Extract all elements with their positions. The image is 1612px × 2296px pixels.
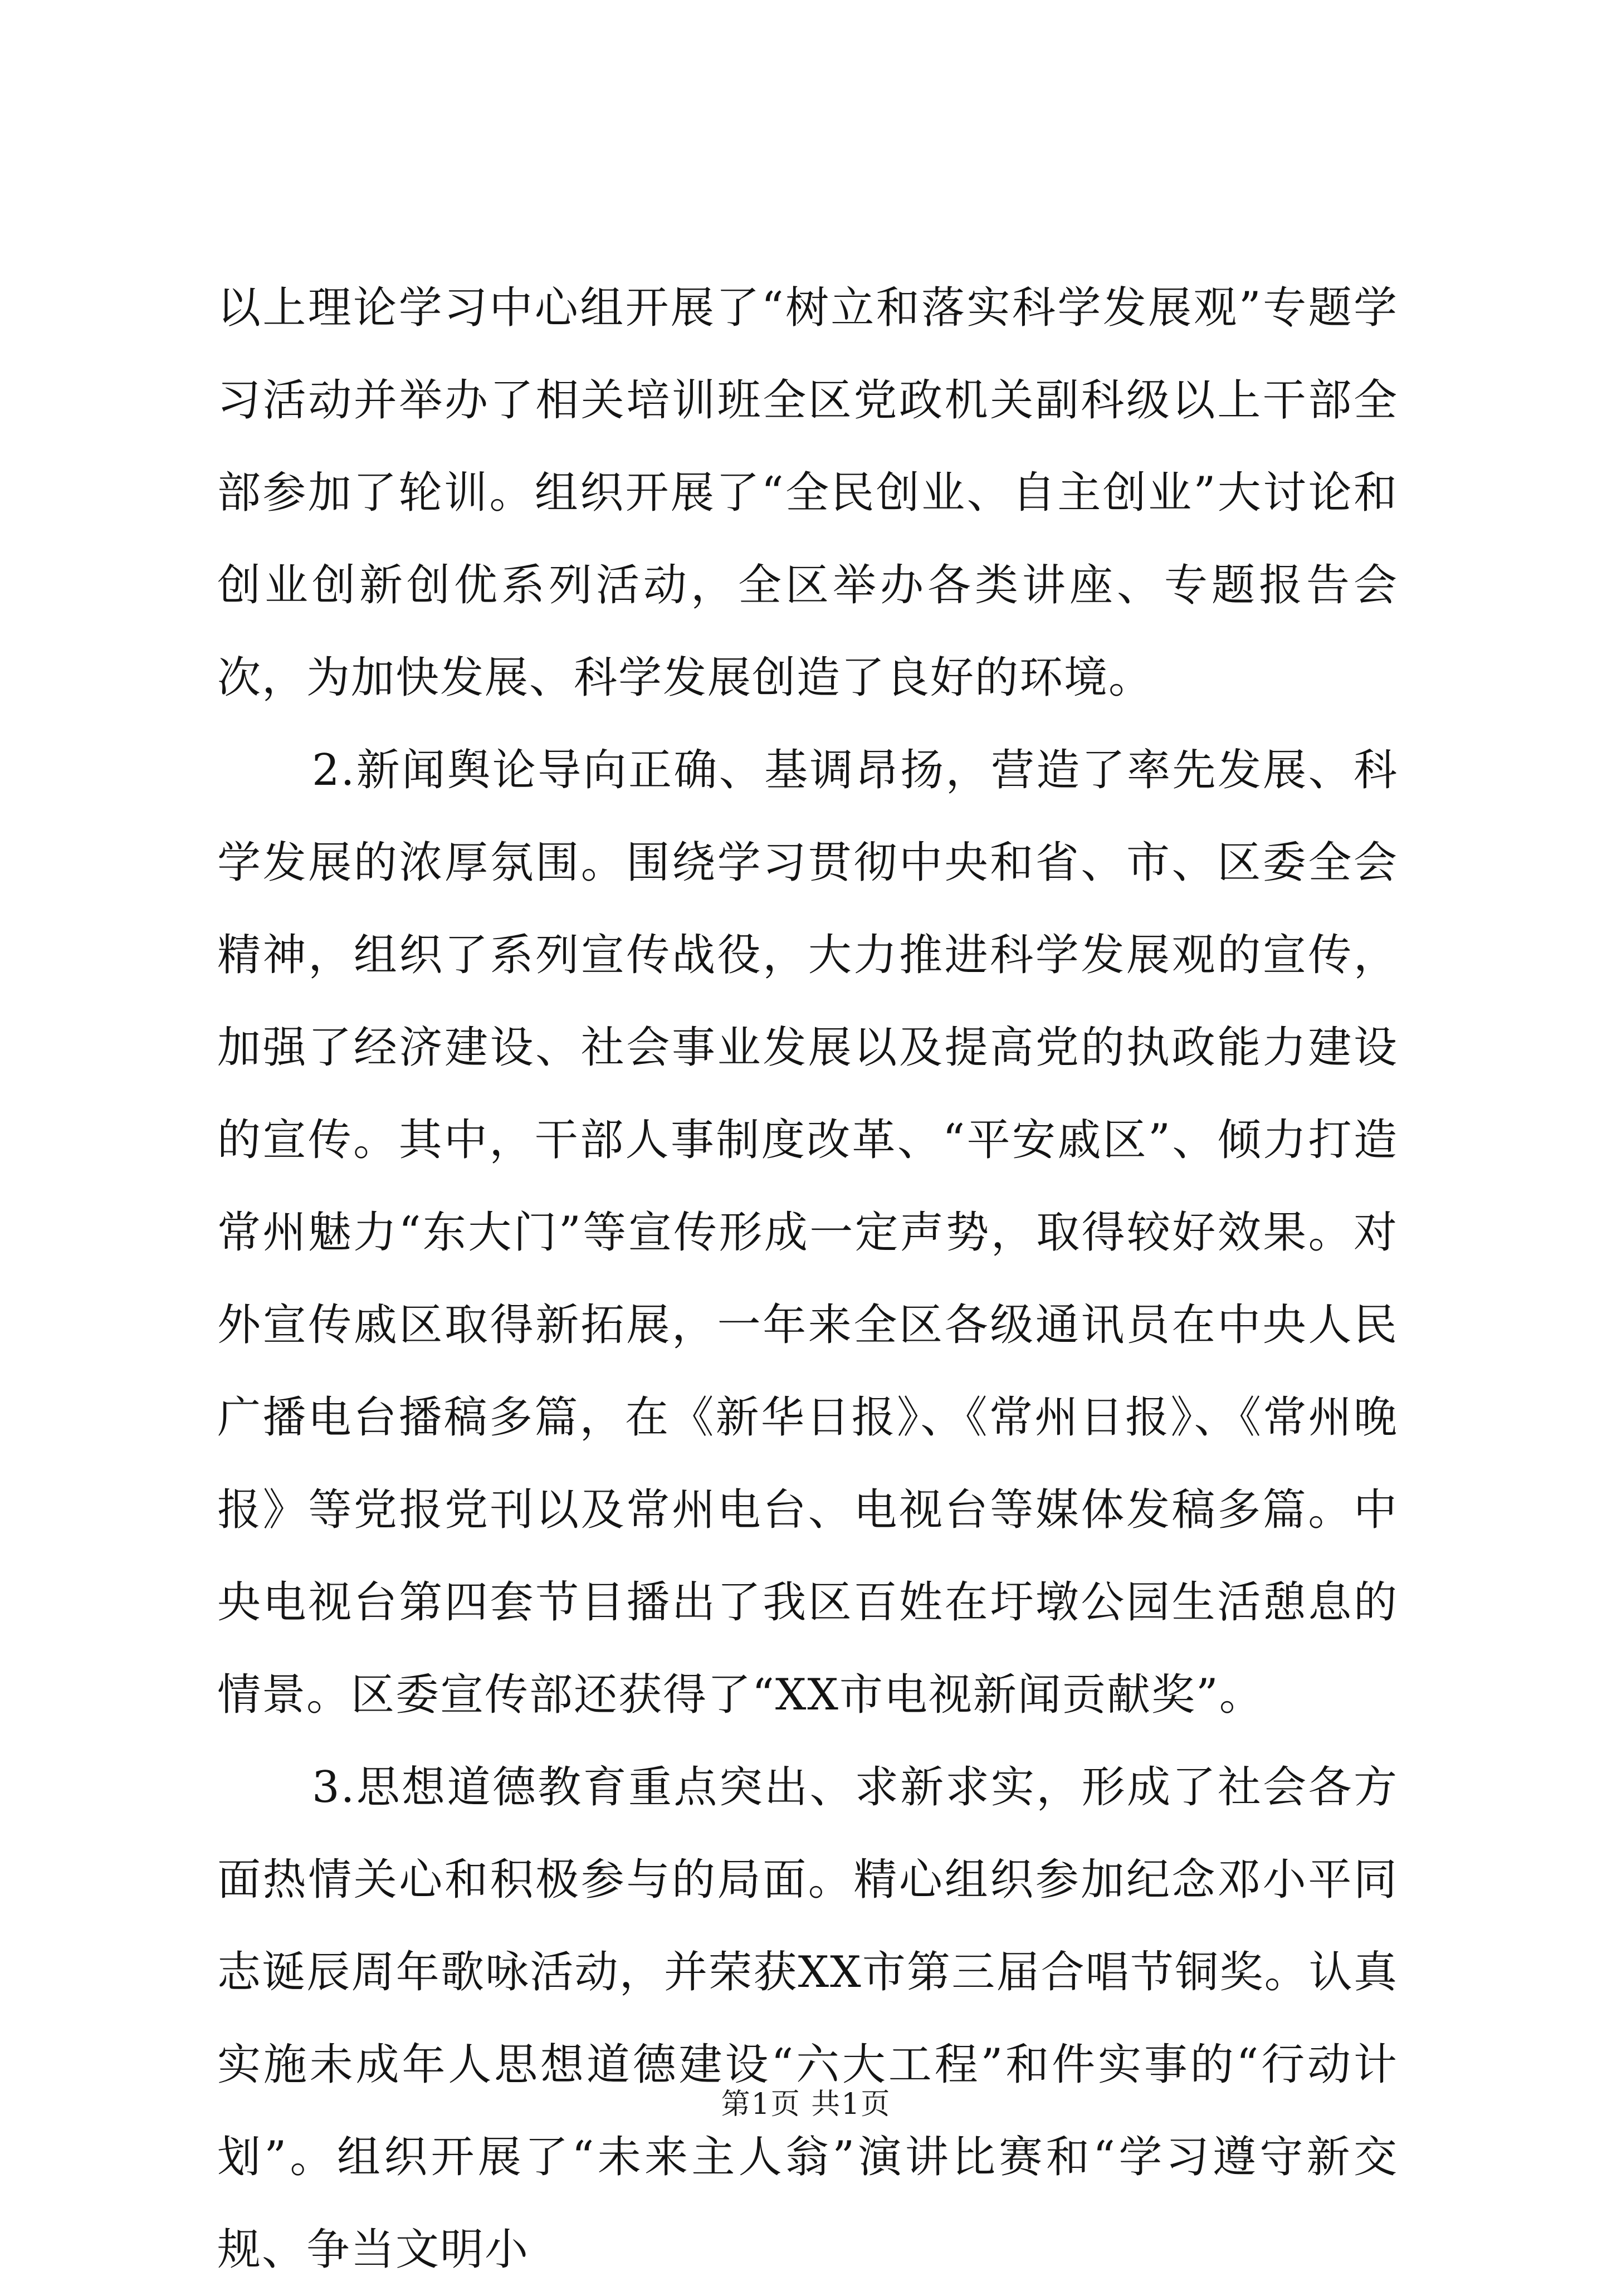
paragraph-moral-education: 3.思想道德教育重点突出、求新求实，形成了社会各方面热情关心和积极参与的局面。精心组织参加纪念邓小平同志诞辰周年歌咏活动，并荣获XX市第三届合唱节铜奖。认真实施未成年人思想道德建设“六大工程”和件实事的“行动计划”。组织开展了“未来主人翁”演讲比赛和“学习遵守新交规、争当文明小 [217,1762,1398,2275]
page-footer: 第1页 共1页 [721,2088,891,2121]
paragraph-news-opinion: 2.新闻舆论导向正确、基调昂扬，营造了率先发展、科学发展的浓厚氛围。围绕学习贯彻中央和省、市、区委全会精神，组织了系列宣传战役，大力推进科学发展观的宣传，加强了经济建设、社会事业发展以及提高党的执政能力建设的宣传。其中，干部人事制度改革、“平安戚区”、倾力打造常州魅力“东大门”等宣传形成一定声势，取得较好效果。对外宣传戚区取得新拓展，一年来全区各级通讯员在中央人民广播电台播稿多篇，在《新华日报》、《常州日报》、《常州晚报》等党报党刊以及常州电台、电视台等媒体发稿多篇。中央电视台第四套节目播出了我区百姓在圩墩公园生活憩息的情景。区委宣传部还获得了“XX市电视新闻贡献奖”。 [217,745,1398,1720]
document-body [217,262,1398,2296]
paragraph-continuation: 以上理论学习中心组开展了“树立和落实科学发展观”专题学习活动并举办了相关培训班全区党政机关副科级以上干部全部参加了轮训。组织开展了“全民创业、自主创业”大讨论和创业创新创优系列活动，全区举办各类讲座、专题报告会次，为加快发展、科学发展创造了良好的环境。 [217,283,1398,703]
